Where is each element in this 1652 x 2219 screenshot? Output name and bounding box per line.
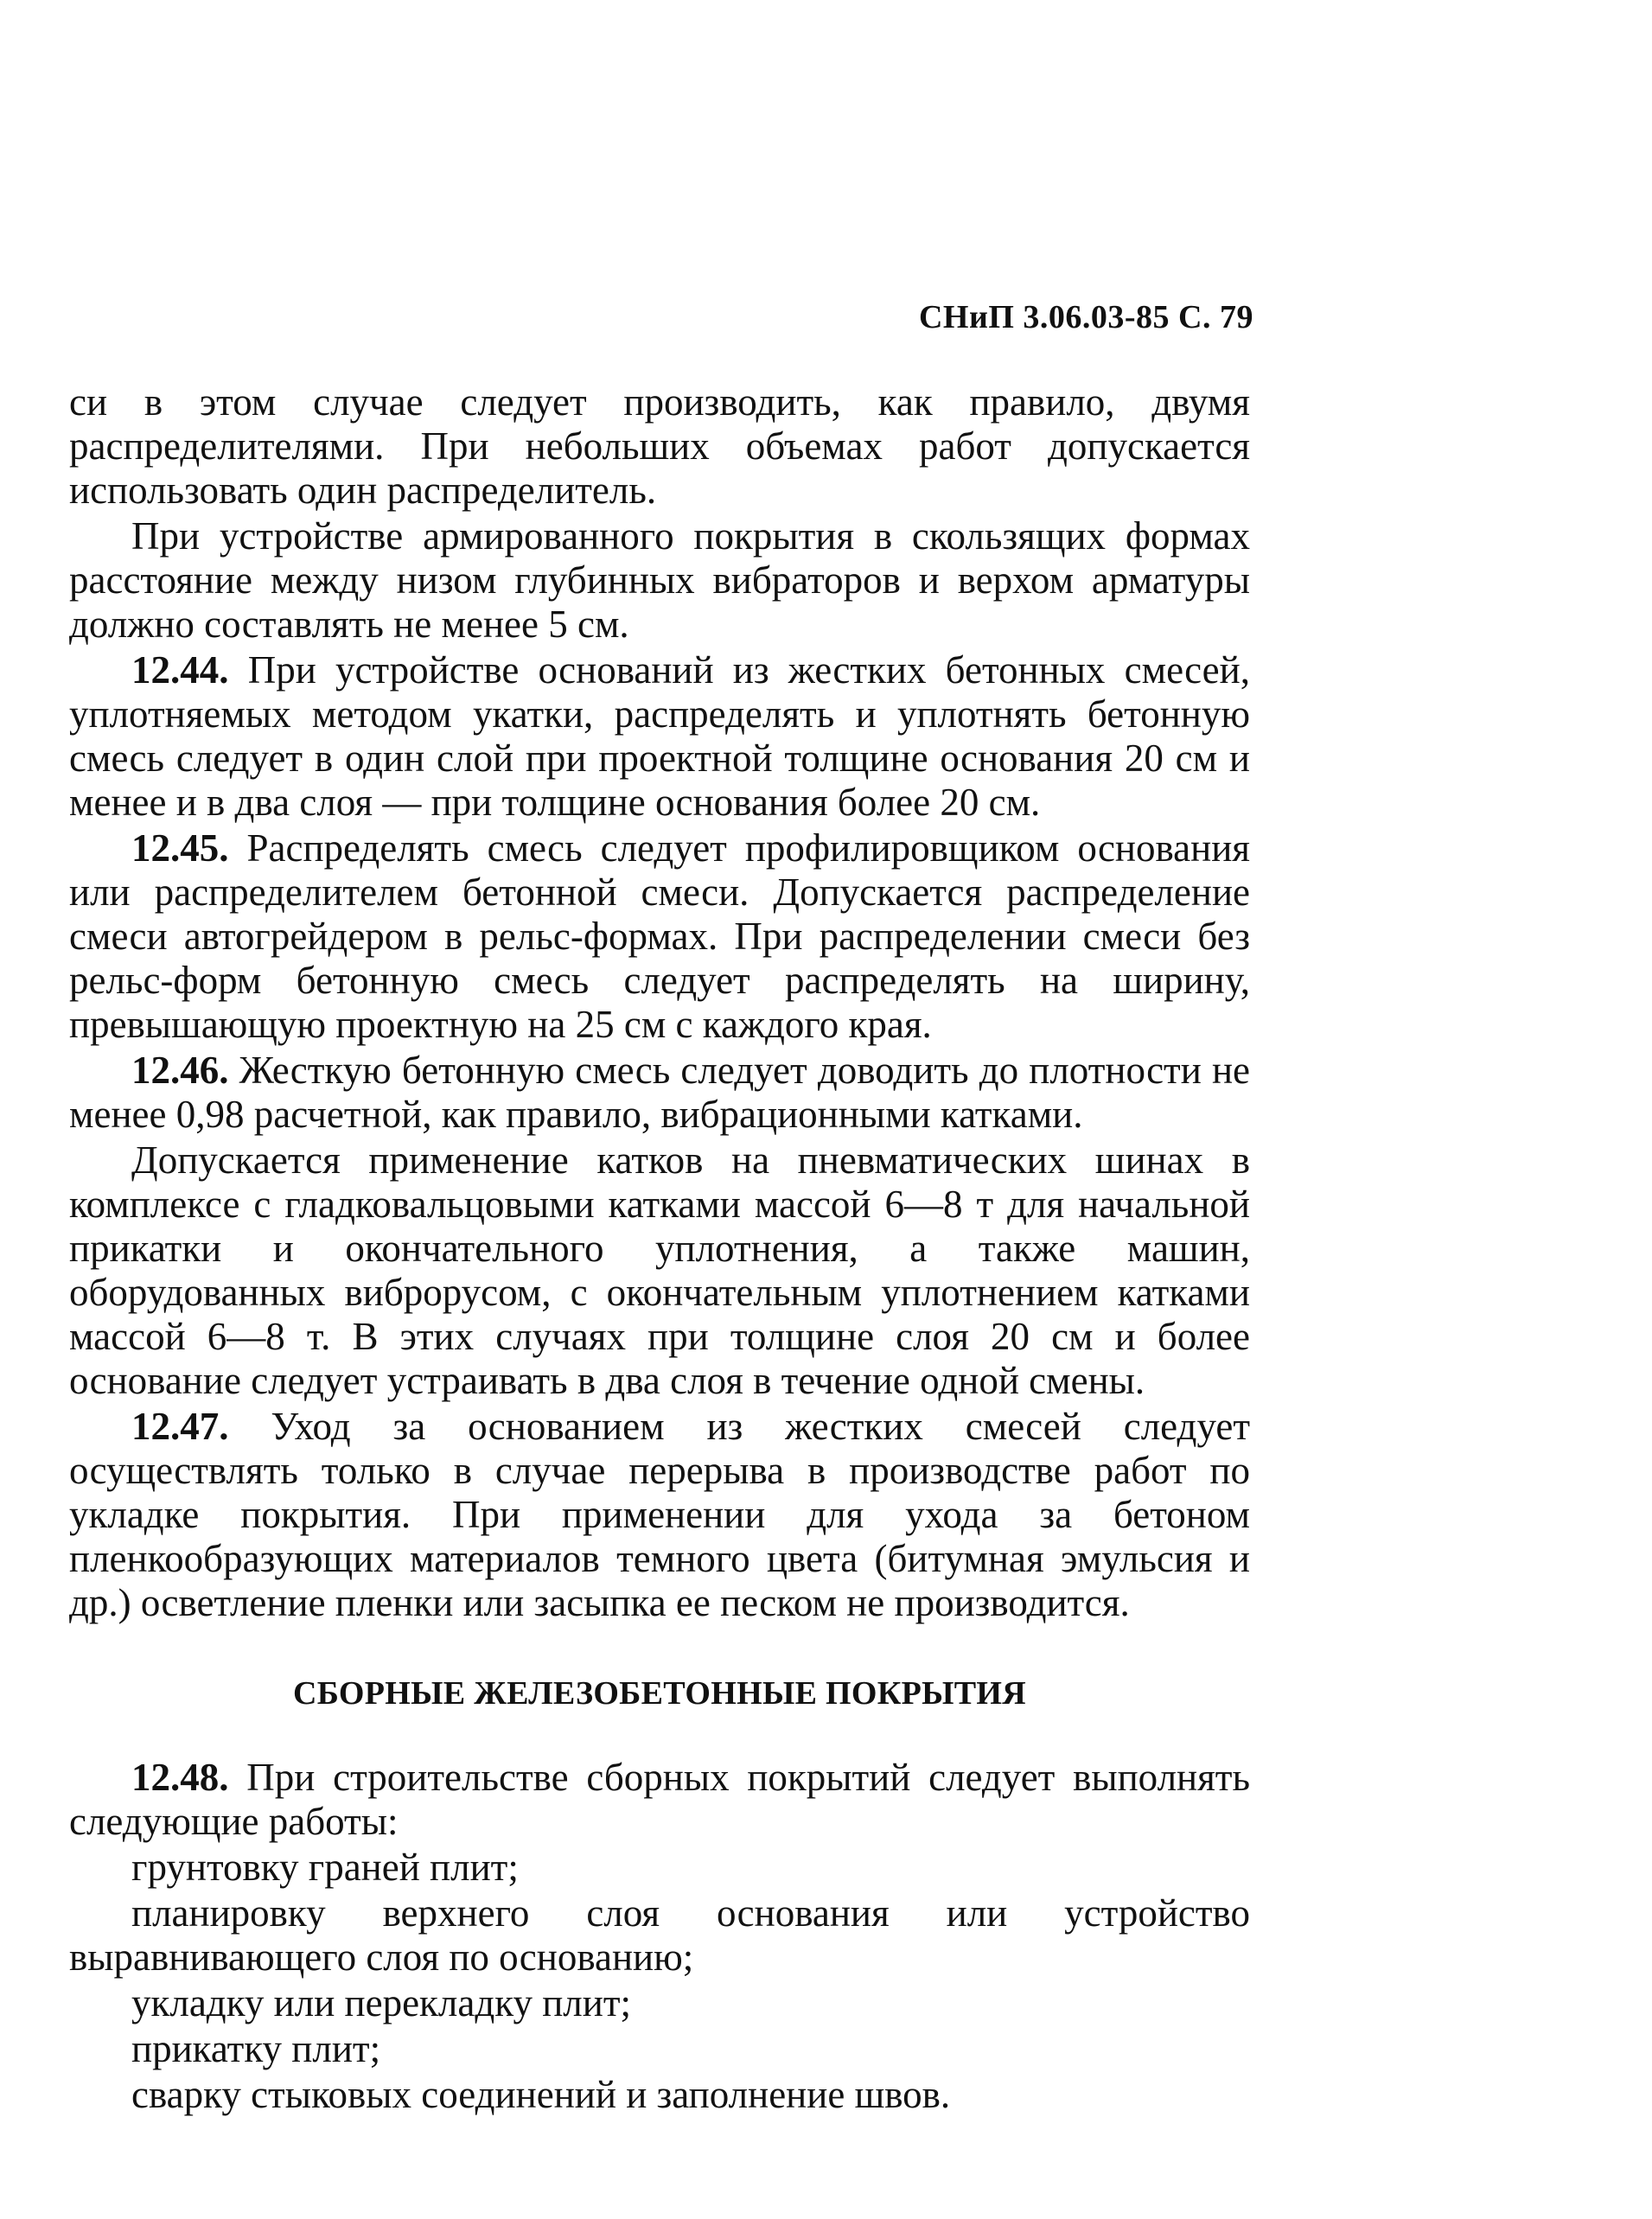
clause-number: 12.46. xyxy=(131,1049,229,1092)
page-header-doc-ref: СНиП 3.06.03-85 С. 79 xyxy=(918,299,1253,335)
paragraph-rollers xyxy=(69,1138,1250,1403)
clause-number: 12.45. xyxy=(131,826,229,870)
paragraph-text: си в этом случае следует производить, как правило, двумя распределителями. При небольших объемах работ допускается использовать один распределитель. xyxy=(69,380,1250,512)
list-item: планировку верхнего слоя основания или устройство выравнивающего слоя по основанию; xyxy=(69,1891,1250,1979)
section-body xyxy=(69,1756,1250,2119)
clause-text: Жесткую бетонную смесь следует доводить до плотности не менее 0,98 расчетной, как правило, вибрационными катками. xyxy=(69,1049,1250,1136)
clause-number: 12.47. xyxy=(131,1405,229,1448)
paragraph-text: Допускается применение катков на пневматических шинах в комплексе с гладковальцовыми катками массой 6—8 т для начальной прикатки и окончательного уплотнения, а также машин, оборудованных виброрусом, с окончательным уплотнением катками массой 6—8 т. В этих случаях при толщине слоя 20 см и более основание следует устраивать в два слоя в течение одной смены. xyxy=(69,1138,1250,1402)
section-title: СБОРНЫЕ ЖЕЛЕЗОБЕТОННЫЕ ПОКРЫТИЯ xyxy=(293,1675,1026,1712)
clause-text: При строительстве сборных покрытий следует выполнять следующие работы: xyxy=(69,1756,1250,1843)
body-text-block xyxy=(69,380,1250,1627)
clause-text: Уход за основанием из жестких смесей следует осуществлять только в случае перерыва в производстве работ по укладке покрытия. При применении для ухода за бетоном пленкообразующих материалов темного цвета (битумная эмульсия и др.) осветление пленки или засыпка ее песком не производится. xyxy=(69,1405,1250,1624)
clause-number: 12.44. xyxy=(131,648,229,692)
list-item: грунтовку граней плит; xyxy=(131,1846,519,1889)
clause-text: Распределять смесь следует профилировщиком основания или распределителем бетонной смеси. Допускается распределение смеси автогрейдером в рельс-формах. При распределении смеси без рельс-форм бетонную смесь следует распределять на ширину, превышающую проектную на 25 см с каждого края. xyxy=(69,826,1250,1046)
paragraph-continuation xyxy=(69,380,1250,513)
clause-text: При устройстве оснований из жестких бетонных смесей, уплотняемых методом укатки, распределять и уплотнять бетонную смесь следует в один слой при проектной толщине основания 20 см и менее и в два слоя — при толщине основания более 20 см. xyxy=(69,648,1250,824)
list-item: сварку стыковых соединений и заполнение швов. xyxy=(131,2073,951,2116)
list-item: укладку или перекладку плит; xyxy=(131,1981,632,2025)
paragraph-reinforced-coating xyxy=(69,514,1250,647)
list-item: прикатку плит; xyxy=(131,2027,381,2070)
clause-number: 12.48. xyxy=(131,1756,229,1799)
clause-12-46 xyxy=(69,1049,1250,1137)
clause-12-47 xyxy=(69,1405,1250,1625)
paragraph-text: При устройстве армированного покрытия в скользящих формах расстояние между низом глубинных вибраторов и верхом арматуры должно составлять не менее 5 см. xyxy=(69,514,1250,646)
clause-12-48 xyxy=(69,1756,1250,1844)
clause-12-45 xyxy=(69,826,1250,1047)
clause-12-44 xyxy=(69,648,1250,825)
